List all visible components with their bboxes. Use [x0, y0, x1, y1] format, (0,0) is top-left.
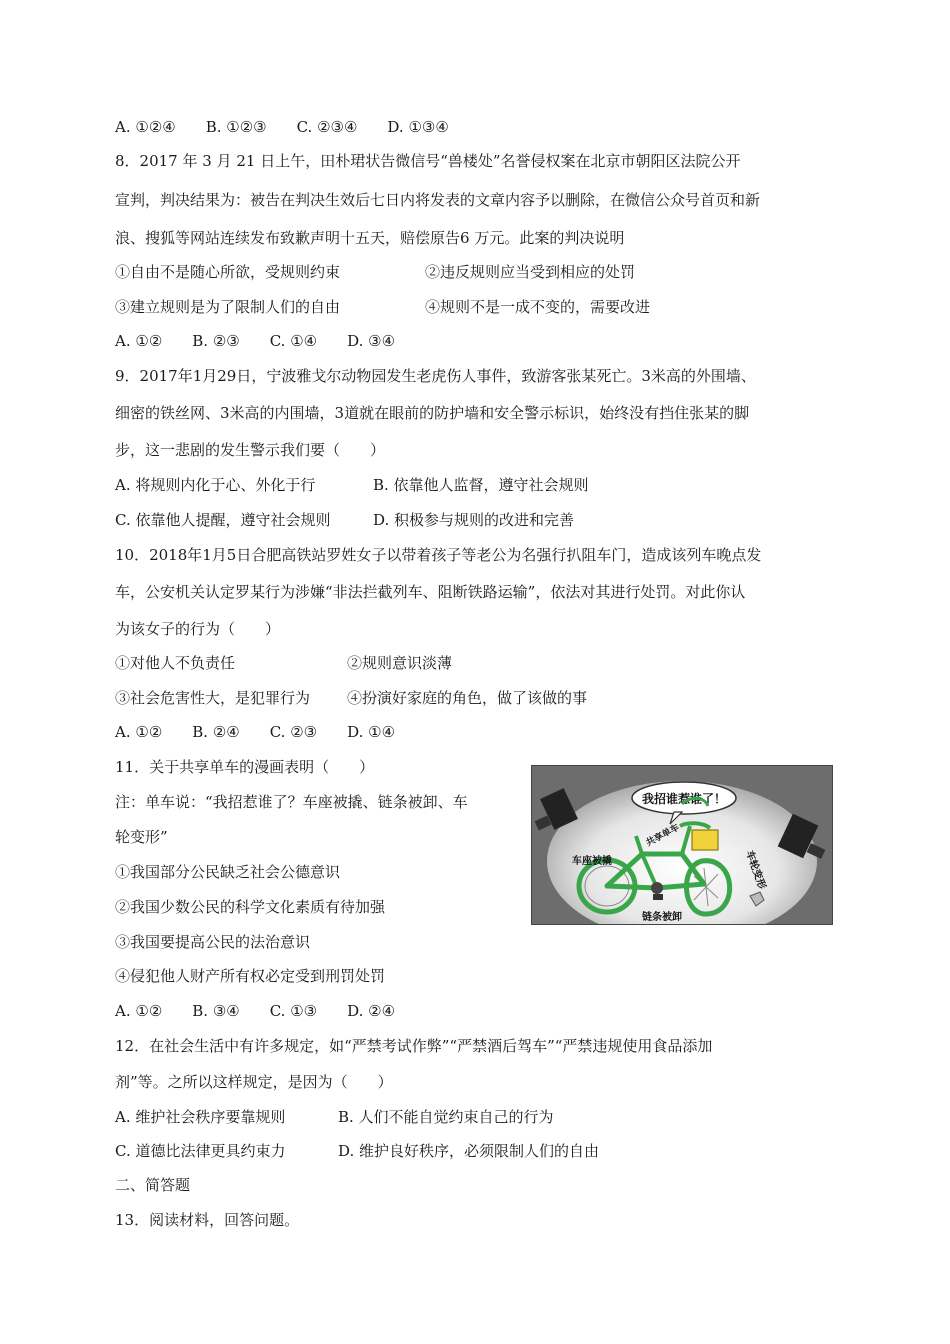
shared-bike-comic — [531, 765, 833, 925]
q11-item-2: ②我国少数公民的科学文化素质有待加强 — [115, 898, 386, 916]
q11-options: A. ①② B. ③④ C. ①③ D. ②④ — [115, 1002, 396, 1020]
section-title-short-answer: 二、简答题 — [115, 1176, 191, 1194]
q11-item-1: ①我国部分公民缺乏社会公德意识 — [115, 863, 341, 881]
q12-stem-line1: 12．在社会生活中有许多规定，如“严禁考试作弊”“严禁酒后驾车”“严禁违规使用食品添加 — [115, 1037, 713, 1055]
q10-item-1: ①对他人不负责任 — [115, 654, 236, 672]
q9-option-b: B. 依靠他人监督，遵守社会规则 — [373, 476, 589, 494]
shared-bike-comic-illustration — [532, 766, 832, 924]
q11-item-4: ④侵犯他人财产所有权必定受到刑罚处罚 — [115, 967, 386, 985]
q13-stem: 13．阅读材料，回答问题。 — [115, 1211, 300, 1229]
q12-option-b: B. 人们不能自觉约束自己的行为 — [338, 1108, 554, 1126]
q11-item-3: ③我国要提高公民的法治意识 — [115, 933, 311, 951]
q10-stem-line3: 为该女子的行为（ ） — [115, 620, 281, 638]
q12-option-d: D. 维护良好秩序，必须限制人们的自由 — [338, 1142, 600, 1160]
q8-stem-line3: 浪、搜狐等网站连续发布致歉声明十五天，赔偿原告6 万元。此案的判决说明 — [115, 229, 625, 247]
q12-option-a: A. 维护社会秩序要靠规则 — [115, 1108, 286, 1126]
q9-option-c: C. 依靠他人提醒，遵守社会规则 — [115, 511, 331, 529]
q10-options: A. ①② B. ②④ C. ②③ D. ①④ — [115, 723, 396, 741]
q8-item-1: ①自由不是随心所欲，受规则约束 — [115, 263, 341, 281]
q9-option-a: A. 将规则内化于心、外化于行 — [115, 476, 316, 494]
q8-stem-line2: 宣判，判决结果为：被告在判决生效后七日内将发表的文章内容予以删除，在微信公众号首页和新 — [115, 191, 761, 209]
q10-item-2: ②规则意识淡薄 — [347, 654, 453, 672]
comic-label-wheel: 车轮变形 — [743, 849, 768, 891]
q8-item-3: ③建立规则是为了限制人们的自由 — [115, 298, 341, 316]
q8-options: A. ①② B. ②③ C. ①④ D. ③④ — [115, 332, 396, 350]
q8-item-4: ④规则不是一成不变的，需要改进 — [425, 298, 651, 316]
q11-note-line1: 注：单车说：“我招惹谁了？车座被撬、链条被卸、车 — [115, 793, 468, 811]
q8-stem-line1: 8．2017 年 3 月 21 日上午，田朴珺状告微信号“兽楼处”名誉侵权案在北京市朝阳区法院公开 — [115, 152, 741, 170]
q10-item-3: ③社会危害性大，是犯罪行为 — [115, 689, 311, 707]
q9-stem-line1: 9．2017年1月29日，宁波雅戈尔动物园发生老虎伤人事件，致游客张某死亡。3米高的外围墙、 — [115, 367, 756, 385]
q12-stem-line2: 剂”等。之所以这样规定，是因为（ ） — [115, 1073, 393, 1091]
q9-option-d: D. 积极参与规则的改进和完善 — [373, 511, 575, 529]
q9-stem-line2: 细密的铁丝网、3米高的内围墙，3道就在眼前的防护墙和安全警示标识，始终没有挡住张某的脚 — [115, 404, 750, 422]
q10-item-4: ④扮演好家庭的角色，做了该做的事 — [347, 689, 588, 707]
q10-stem-line2: 车，公安机关认定罗某行为涉嫌“非法拦截列车、阻断铁路运输”，依法对其进行处罚。对此你认 — [115, 583, 746, 601]
comic-label-chain: 链条被卸 — [642, 912, 682, 923]
q12-option-c: C. 道德比法律更具约束力 — [115, 1142, 286, 1160]
q11-stem: 11．关于共享单车的漫画表明（ ） — [115, 758, 375, 776]
q11-note-line2: 轮变形” — [115, 828, 168, 846]
q7-options: A. ①②④ B. ①②③ C. ②③④ D. ①③④ — [115, 118, 449, 136]
q9-stem-line3: 步，这一悲剧的发生警示我们要（ ） — [115, 441, 386, 459]
q8-item-2: ②违反规则应当受到相应的处罚 — [425, 263, 636, 281]
comic-label-seat: 车座被撬 — [572, 856, 612, 867]
q10-stem-line1: 10．2018年1月5日合肥高铁站罗姓女子以带着孩子等老公为名强行扒阻车门，造成该列车晚点发 — [115, 546, 762, 564]
comic-bubble-text: 我招谁惹谁了！ — [641, 792, 727, 806]
comic-label-bike: 共享单车 — [644, 822, 682, 849]
